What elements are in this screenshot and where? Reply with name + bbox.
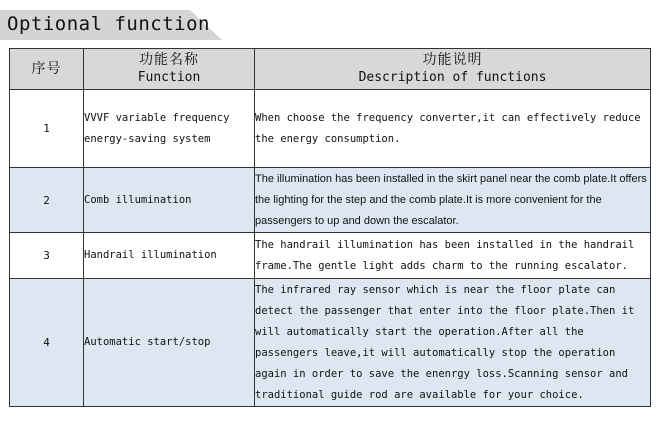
- section-title-banner: [0, 10, 222, 40]
- header-description-en: Description of functions: [358, 70, 547, 85]
- optional-function-table: [9, 48, 651, 407]
- header-serial-number: 序号: [10, 49, 84, 90]
- header-function-zh: 功能名称: [139, 52, 199, 68]
- row-function: Automatic start/stop: [84, 279, 255, 407]
- row-description: The illumination has been installed in the skirt panel near the comb plate.It offers the lighting for the step and the comb plate.It is more convenient for the passengers to up and down the escalator.: [255, 168, 651, 233]
- row-description: When choose the frequency converter,it can effectively reduce the energy consumption.: [255, 90, 651, 168]
- row-description: The infrared ray sensor which is near the floor plate can detect the passenger that enter into the floor plate.Then it will automatically start the operation.After all the passengers leave,it will automatically stop the operation again in order to save the enenrgy loss.Scanning sensor and traditional guide rod are available for your choice.: [255, 279, 651, 407]
- table-row: [10, 168, 651, 233]
- table-row: [10, 90, 651, 168]
- table-header-row: [10, 49, 651, 90]
- row-number: 4: [10, 279, 84, 407]
- row-number: 2: [10, 168, 84, 233]
- row-description: The handrail illumination has been installed in the handrail frame.The gentle light adds charm to the running escalator.: [255, 233, 651, 279]
- header-description-zh: 功能说明: [422, 52, 483, 68]
- header-function-en: Function: [137, 70, 201, 85]
- header-description: [255, 49, 651, 90]
- table-row: [10, 233, 651, 279]
- row-function: Comb illumination: [84, 168, 255, 233]
- table-row: [10, 279, 651, 407]
- row-function: Handrail illumination: [84, 233, 255, 279]
- row-number: 1: [10, 90, 84, 168]
- row-number: 3: [10, 233, 84, 279]
- section-title: Optional function: [7, 13, 210, 35]
- row-function: VVVF variable frequency energy-saving system: [84, 90, 255, 168]
- header-function: [84, 49, 255, 90]
